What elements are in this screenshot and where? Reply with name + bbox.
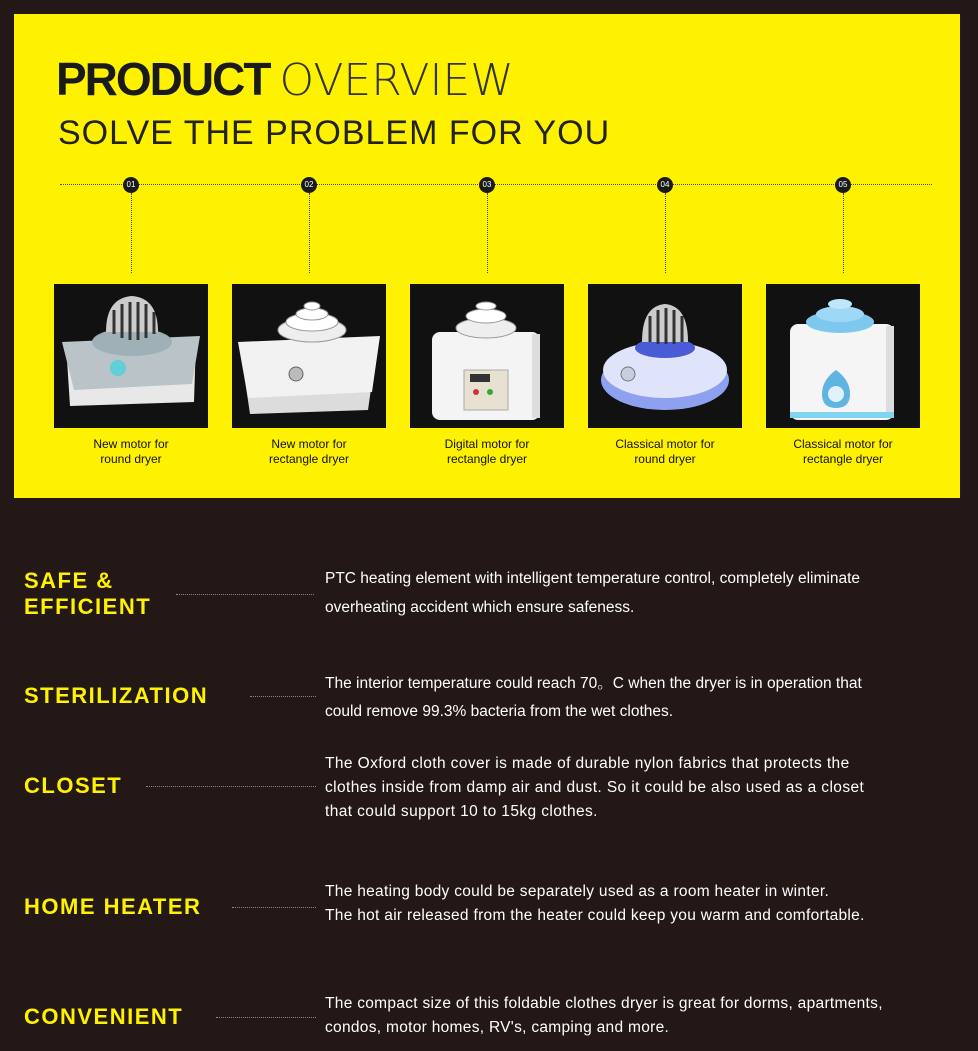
product-caption (224, 437, 394, 467)
timeline-node: 04 (657, 177, 673, 193)
feature-title-safe (24, 568, 151, 620)
feature-desc-line: clothes inside from damp air and dust. So it could be also used as a closet (325, 779, 865, 796)
caption-line: rectangle dryer (446, 452, 528, 466)
feature-title-line: HOME HEATER (24, 894, 202, 919)
feature-desc-line: The compact size of this foldable clothes dryer is great for dorms, apartments, (325, 995, 883, 1012)
caption-line: Digital motor for (444, 437, 530, 451)
timeline-node: 02 (301, 177, 317, 193)
product-image-classical-round-dryer (588, 284, 742, 428)
feature-desc-line: overheating accident which ensure safeness. (325, 599, 635, 616)
timeline-connector (843, 193, 844, 273)
feature-desc-convenient (325, 992, 965, 1040)
title-bold: PRODUCT (56, 53, 270, 105)
feature-desc-line: condos, motor homes, RV's, camping and more. (325, 1019, 670, 1036)
caption-line: New motor for (93, 437, 169, 451)
timeline-node: 05 (835, 177, 851, 193)
feature-desc-safe (325, 567, 965, 620)
feature-title-closet (24, 773, 122, 799)
caption-line: round dryer (634, 452, 696, 466)
timeline-connector (665, 193, 666, 273)
feature-title-line: CLOSET (24, 773, 123, 798)
timeline-node: 01 (123, 177, 139, 193)
feature-leader (250, 696, 316, 697)
feature-title-line: CONVENIENT (24, 1004, 184, 1029)
feature-desc-line: PTC heating element with intelligent temperature control, completely eliminate (325, 570, 861, 587)
product-caption (758, 437, 928, 467)
title-thin: OVERVIEW (279, 55, 514, 106)
feature-leader (216, 1017, 316, 1018)
timeline-line (60, 184, 932, 185)
timeline-connector (131, 193, 132, 273)
caption-line: round dryer (100, 452, 162, 466)
timeline-node: 03 (479, 177, 495, 193)
product-image-classical-rectangle-dryer (766, 284, 920, 428)
feature-desc-line: could remove 99.3% bacteria from the wet clothes. (325, 703, 674, 720)
feature-title-sterilization (24, 683, 208, 709)
feature-desc-line: The hot air released from the heater could keep you warm and comfortable. (325, 907, 865, 924)
feature-leader (146, 786, 316, 787)
feature-title-line: SAFE & (24, 568, 114, 593)
feature-leader (232, 907, 316, 908)
overview-panel (14, 14, 960, 498)
feature-desc-sterilization (325, 672, 965, 724)
caption-line: Classical motor for (793, 437, 893, 451)
subtitle: SOLVE THE PROBLEM FOR YOU (58, 114, 611, 152)
feature-leader (176, 594, 314, 595)
caption-line: rectangle dryer (802, 452, 884, 466)
feature-desc-line: The heating body could be separately used as a room heater in winter. (325, 883, 830, 900)
product-image-round-dryer (54, 284, 208, 428)
feature-desc-line: The Oxford cloth cover is made of durable nylon fabrics that protects the (325, 755, 850, 772)
product-caption (46, 437, 216, 467)
caption-line: rectangle dryer (268, 452, 350, 466)
feature-desc-home-heater (325, 880, 965, 928)
timeline-connector (309, 193, 310, 273)
feature-desc-closet (325, 752, 965, 824)
feature-title-home-heater (24, 894, 201, 920)
caption-line: New motor for (271, 437, 347, 451)
timeline-connector (487, 193, 488, 273)
feature-title-line: STERILIZATION (24, 683, 209, 708)
feature-desc-line: The interior temperature could reach 70。C when the dryer is in operation that (325, 675, 862, 692)
feature-desc-line: that could support 10 to 15kg clothes. (325, 803, 598, 820)
feature-title-line: EFFICIENT (24, 594, 152, 619)
product-image-rectangle-dryer (232, 284, 386, 428)
product-caption (580, 437, 750, 467)
product-caption (402, 437, 572, 467)
feature-title-convenient (24, 1004, 183, 1030)
caption-line: Classical motor for (615, 437, 715, 451)
page-title (56, 52, 514, 106)
product-image-digital-dryer (410, 284, 564, 428)
